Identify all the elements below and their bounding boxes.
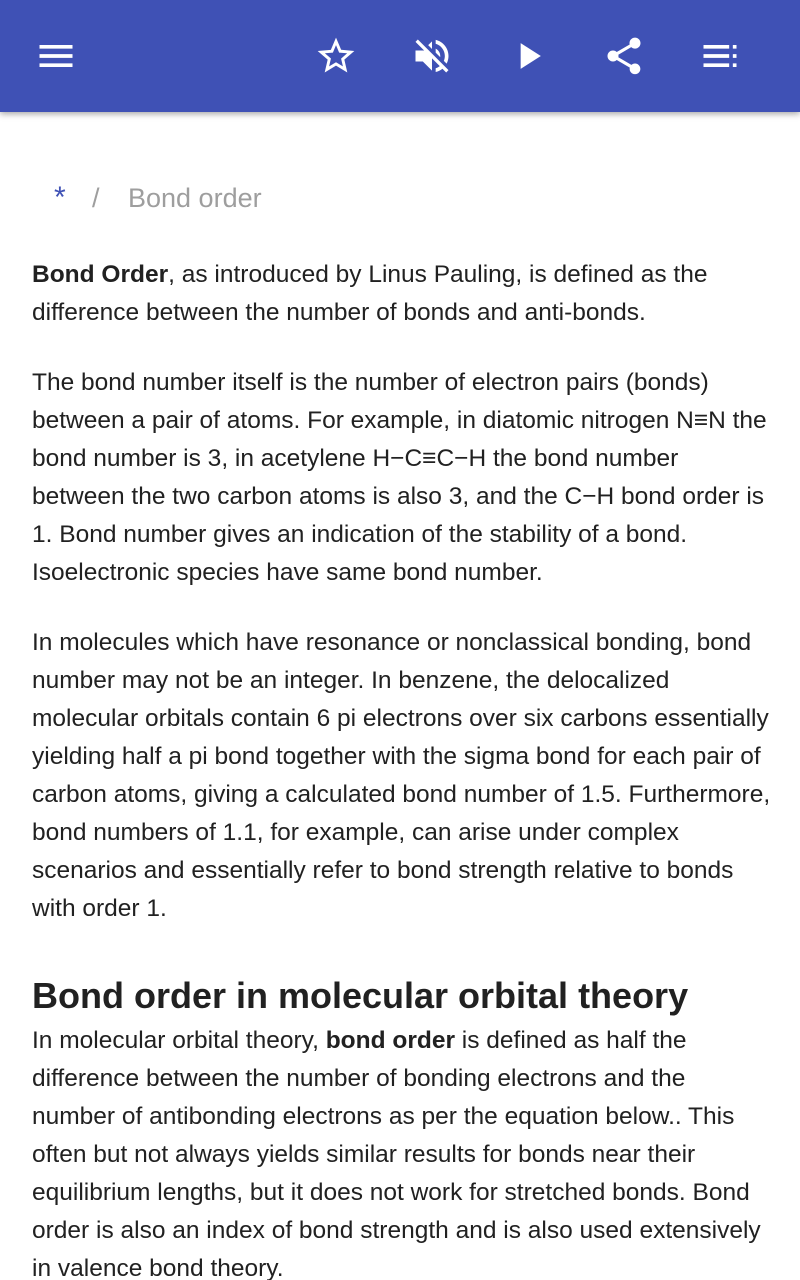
paragraph-bond-number: The bond number itself is the number of electron pairs (bonds) between a pair of atoms. For example, in diatomic nitrogen N≡N the bond number is 3, in acetylene H−C≡C−H the bond number between the two carbon atoms is also 3, and the C−H bond order is 1. Bond number gives an indication of the stability of a bond. Isoelectronic species have same bond number. [32, 369, 767, 586]
paragraph-mo-text-after: is defined as half the difference between the number of bonding electrons and the number of antibonding electrons as per the equation below.. This often but not always yields similar results for bonds near their equilibrium lengths, but it does not work for stretched bonds. Bond order is also an index of bond strength and is also used extensively in valence bond theory. [32, 1027, 761, 1280]
paragraph-mo-text-before: In molecular orbital theory, [32, 1027, 326, 1054]
paragraph-intro-text: , as introduced by Linus Pauling, is defined as the difference between the number of bonds and anti-bonds. [32, 261, 708, 326]
article-content [0, 112, 800, 1280]
breadcrumb-home-link[interactable]: * [54, 181, 66, 214]
star-outline-icon [314, 34, 358, 78]
playlist-icon [698, 34, 742, 78]
paragraph-intro [32, 256, 772, 332]
volume-off-icon [410, 34, 454, 78]
play-button[interactable] [488, 16, 568, 96]
favorite-button[interactable] [296, 16, 376, 96]
breadcrumb-current: Bond order [128, 183, 262, 213]
section-heading: Bond order in molecular orbital theory [32, 975, 689, 1016]
term-bond-order-mo: bond order [325, 1027, 455, 1054]
app-toolbar [0, 0, 800, 112]
playlist-button[interactable] [680, 16, 760, 96]
article-body [32, 256, 772, 1280]
mute-button[interactable] [392, 16, 472, 96]
share-icon [602, 34, 646, 78]
play-icon [506, 34, 550, 78]
share-button[interactable] [584, 16, 664, 96]
breadcrumb [0, 176, 800, 220]
paragraph-resonance: In molecules which have resonance or nonclassical bonding, bond number may not be an integer. In benzene, the delocalized molecular orbitals contain 6 pi electrons over six carbons essentially yielding half a pi bond together with the sigma bond for each pair of carbon atoms, giving a calculated bond number of 1.5. Furthermore, bond numbers of 1.1, for example, can arise under complex scenarios and essentially refer to bond strength relative to bonds with order 1. [32, 629, 771, 922]
term-bond-order: Bond Order [32, 261, 169, 288]
breadcrumb-separator: / [92, 183, 100, 213]
hamburger-menu-icon [34, 34, 78, 78]
paragraph-mo-theory [32, 1022, 772, 1280]
menu-button[interactable] [16, 16, 96, 96]
